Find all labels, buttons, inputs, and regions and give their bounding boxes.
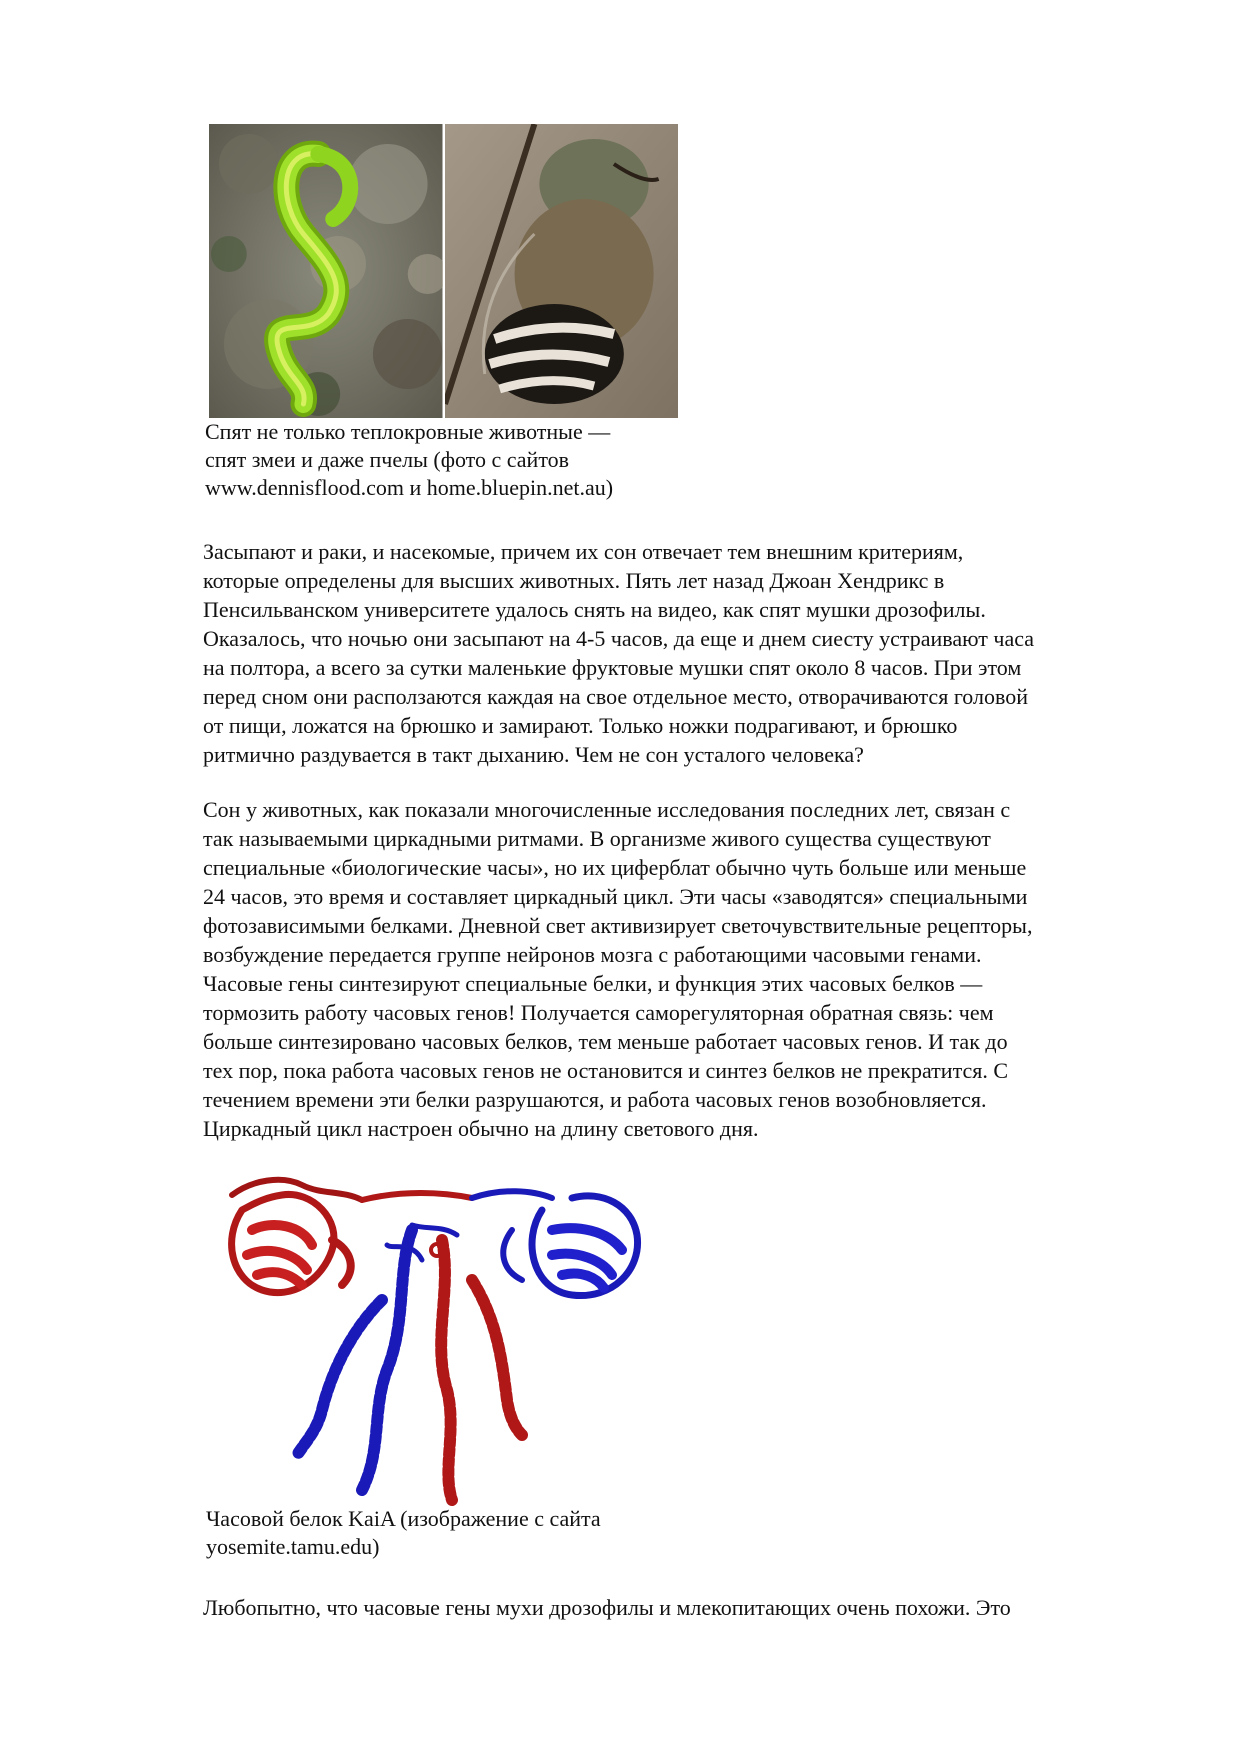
text-line: больше синтезировано часовых белков, тем меньше работает часовых генов. И так до	[203, 1029, 1008, 1054]
caption-line: yosemite.tamu.edu)	[206, 1534, 380, 1559]
text-line: Засыпают и раки, и насекомые, причем их сон отвечает тем внешним критериям,	[203, 539, 964, 564]
text-line: Сон у животных, как показали многочисленные исследования последних лет, связан с	[203, 797, 1011, 822]
text-line: Циркадный цикл настроен обычно на длину светового дня.	[203, 1116, 759, 1141]
text-line: 24 часов, это время и составляет циркадный цикл. Эти часы «заводятся» специальными	[203, 884, 1028, 909]
paragraph-circadian	[203, 795, 1163, 1143]
text-line: возбуждение передается группе нейронов мозга с работающими часовыми генами.	[203, 942, 982, 967]
snake-photo	[209, 124, 443, 418]
figure2-caption	[206, 1505, 601, 1561]
text-line: Часовые гены синтезируют специальные белки, и функция этих часовых белков —	[203, 971, 983, 996]
caption-line: www.dennisflood.com и home.bluepin.net.au)	[205, 475, 614, 500]
text-line: Любопытно, что часовые гены мухи дрозофилы и млекопитающих очень похожи. Это	[203, 1595, 1011, 1620]
caption-line: Спят не только теплокровные животные —	[205, 419, 611, 444]
text-line: перед сном они расползаются каждая на свое отдельное место, отворачиваются головой	[203, 684, 1028, 709]
text-line: тех пор, пока работа часовых генов не остановится и синтез белков не прекратится. С	[203, 1058, 1009, 1083]
text-line: от пищи, ложатся на брюшко и замирают. Только ножки подрагивают, и брюшко	[203, 713, 958, 738]
text-line: Оказалось, что ночью они засыпают на 4-5 часов, да еще и днем сиесту устраивают часа	[203, 626, 1035, 651]
text-line: Пенсильванском университете удалось снять на видео, как спят мушки дрозофилы.	[203, 597, 986, 622]
kaia-protein-image	[212, 1170, 680, 1510]
text-line: течением времени эти белки разрушаются, и работа часовых генов возобновляется.	[203, 1087, 987, 1112]
text-line: так называемыми циркадными ритмами. В организме живого существа существуют	[203, 826, 991, 851]
figure1-caption	[205, 418, 613, 502]
text-line: на полтора, а всего за сутки маленькие фруктовые мушки спят около 8 часов. При этом	[203, 655, 1022, 680]
text-line: фотозависимыми белками. Дневной свет активизирует светочувствительные рецепторы,	[203, 913, 1033, 938]
animal-photos	[209, 124, 678, 418]
text-line: которые определены для высших животных. Пять лет назад Джоан Хендрикс в	[203, 568, 945, 593]
text-line: специальные «биологические часы», но их циферблат обычно чуть больше или меньше	[203, 855, 1027, 880]
paragraph-clock-genes	[203, 1593, 1163, 1622]
paragraph-sleep-insects	[203, 537, 1163, 769]
caption-line: Часовой белок KaiA (изображение с сайта	[206, 1506, 601, 1531]
text-line: тормозить работу часовых генов! Получается саморегуляторная обратная связь: чем	[203, 1000, 994, 1025]
caption-line: спят змеи и даже пчелы (фото с сайтов	[205, 447, 570, 472]
bee-photo	[445, 124, 679, 418]
text-line: ритмично раздувается в такт дыханию. Чем не сон усталого человека?	[203, 742, 864, 767]
